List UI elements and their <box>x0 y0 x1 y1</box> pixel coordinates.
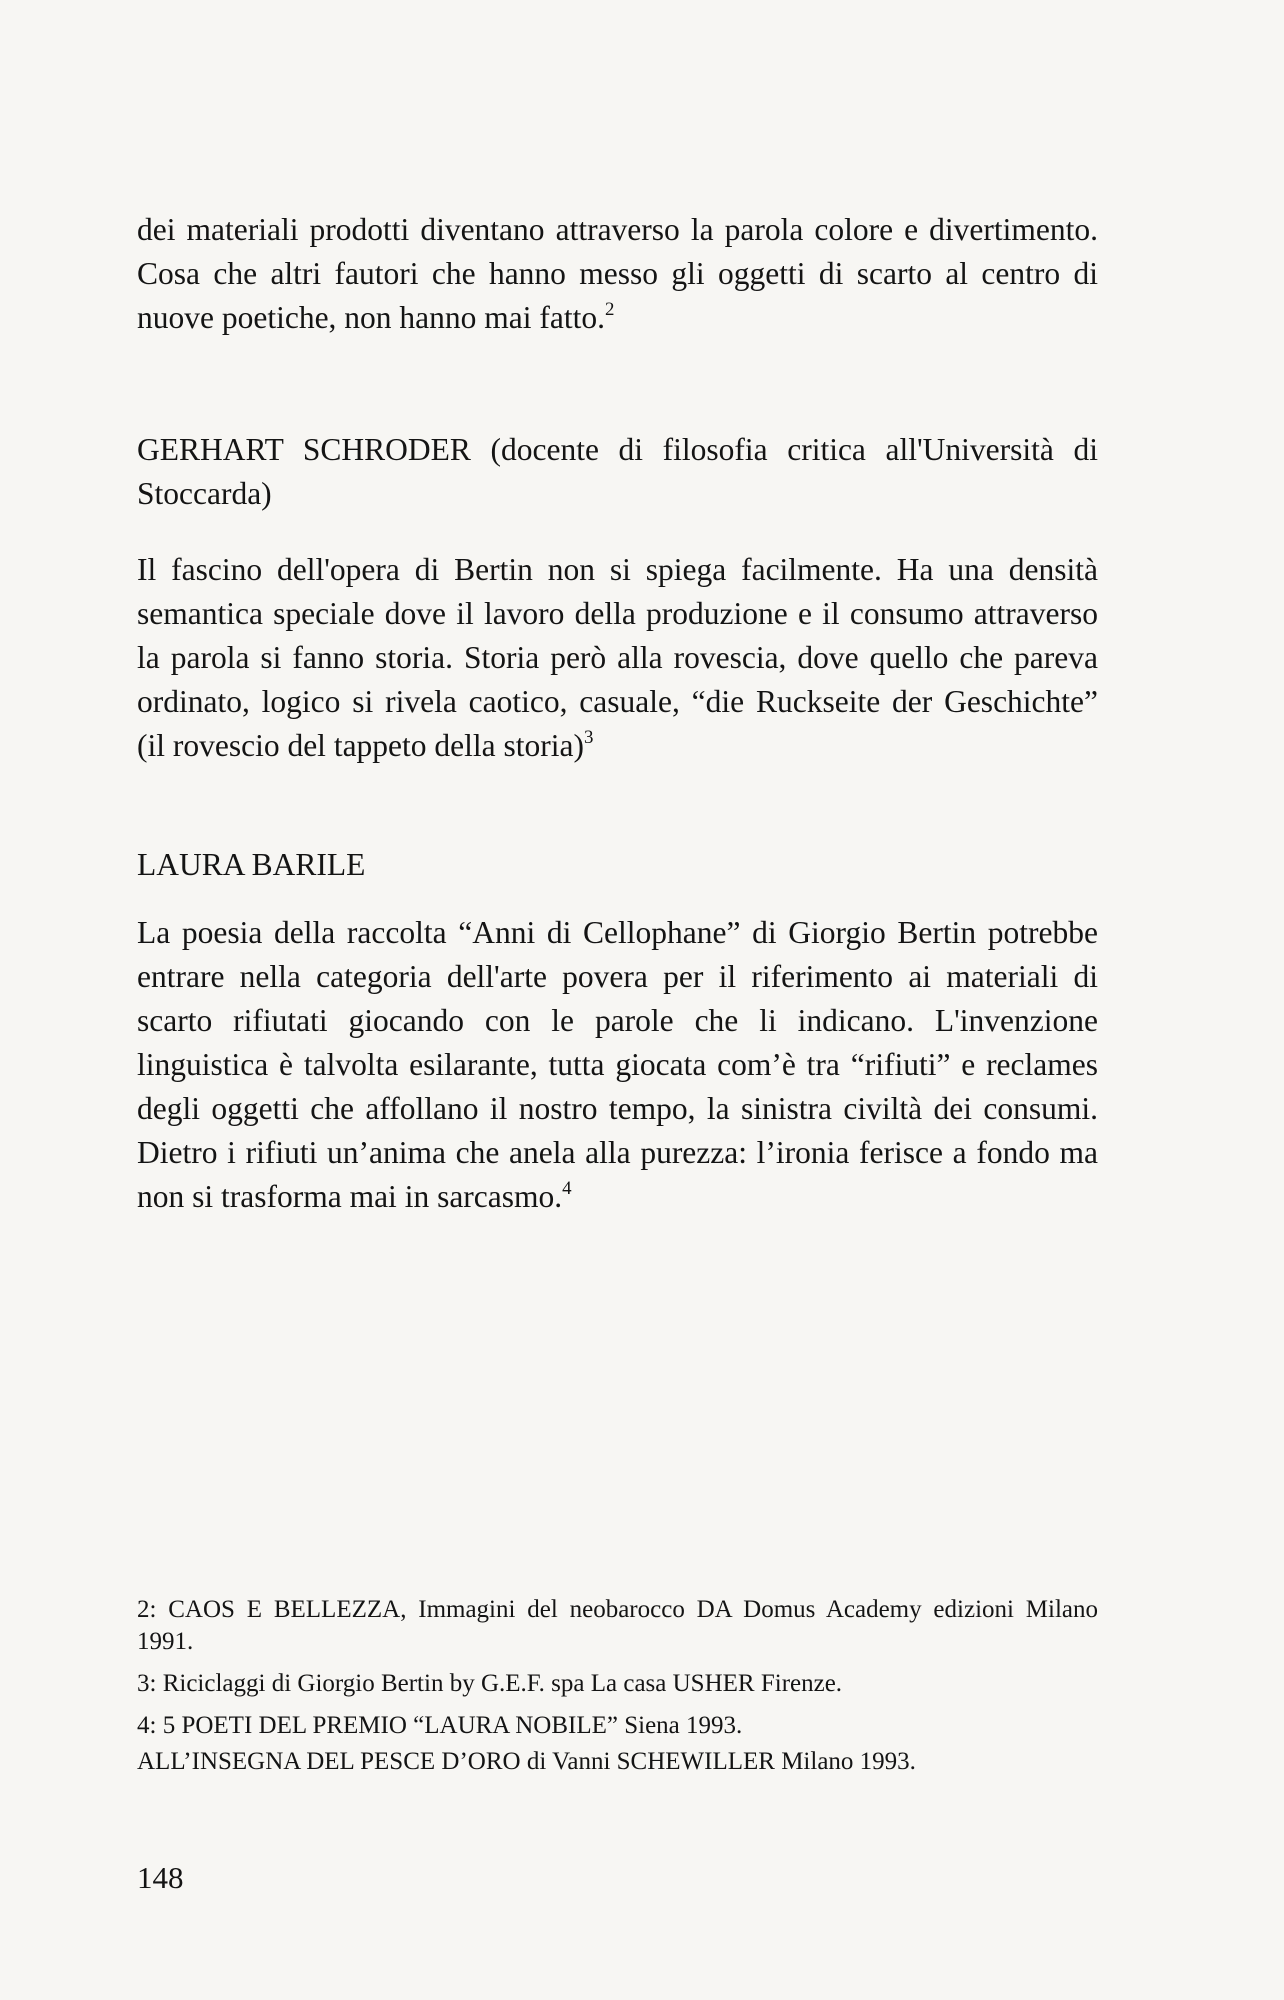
section-heading-schroder: GERHART SCHRODER (docente di filosofia critica all'Università di Stoccarda) <box>137 432 1098 511</box>
footnote-ref-3: 3 <box>583 726 594 748</box>
footnote-3: 3: Riciclaggi di Giorgio Bertin by G.E.F. spa La casa USHER Firenze. <box>137 1670 843 1697</box>
paragraph-3-text: La poesia della raccolta “Anni di Cellophane” di Giorgio Bertin potrebbe entrare nella categoria dell'arte povera per il riferimento ai materiali di scarto rifiutati giocando con le parole che li indicano. L'invenzione linguistica è talvolta esilarante, tutta giocata com’è tra “rifiuti” e reclames degli oggetti che affollano il nostro tempo, la sinistra civiltà dei consumi. Dietro i rifiuti un’anima che anela alla purezza: l’ironia ferisce a fondo ma non si trasforma mai in sarcasmo. <box>137 915 1098 1214</box>
footnote-4-continued: ALL’INSEGNA DEL PESCE D’ORO di Vanni SCHEWILLER Milano 1993. <box>137 1748 916 1775</box>
footnote-2: 2: CAOS E BELLEZZA, Immagini del neobarocco DA Domus Academy edizioni Milano 1991. <box>137 1596 1098 1655</box>
section-schroder <box>137 428 1098 768</box>
footnote-ref-2: 2 <box>605 298 615 320</box>
paragraph-1-text: dei materiali prodotti diventano attraverso la parola colore e divertimento. Cosa che altri fautori che hanno messo gli oggetti di scarto al centro di nuove poetiche, non hanno mai fatto. <box>137 212 1098 335</box>
footnote-ref-4: 4 <box>562 1177 572 1199</box>
footnotes <box>137 1594 1098 1788</box>
paragraph-1 <box>137 208 1098 340</box>
paragraph-3 <box>137 911 1098 1219</box>
paragraph-continuation <box>137 208 1098 340</box>
paragraph-2 <box>137 548 1098 768</box>
page-number: 148 <box>137 1860 184 1895</box>
section-barile <box>137 843 1098 1219</box>
footnote-4: 4: 5 POETI DEL PREMIO “LAURA NOBILE” Siena 1993. <box>137 1712 743 1739</box>
section-heading-barile: LAURA BARILE <box>137 847 366 882</box>
paragraph-2-text: Il fascino dell'opera di Bertin non si spiega facilmente. Ha una densità semantica speciale dove il lavoro della produzione e il consumo attraverso la parola si fanno storia. Storia però alla rovescia, dove quello che pareva ordinato, logico si rivela caotico, casuale, “die Ruckseite der Geschichte” (il rovescio del tappeto della storia) <box>137 552 1098 763</box>
